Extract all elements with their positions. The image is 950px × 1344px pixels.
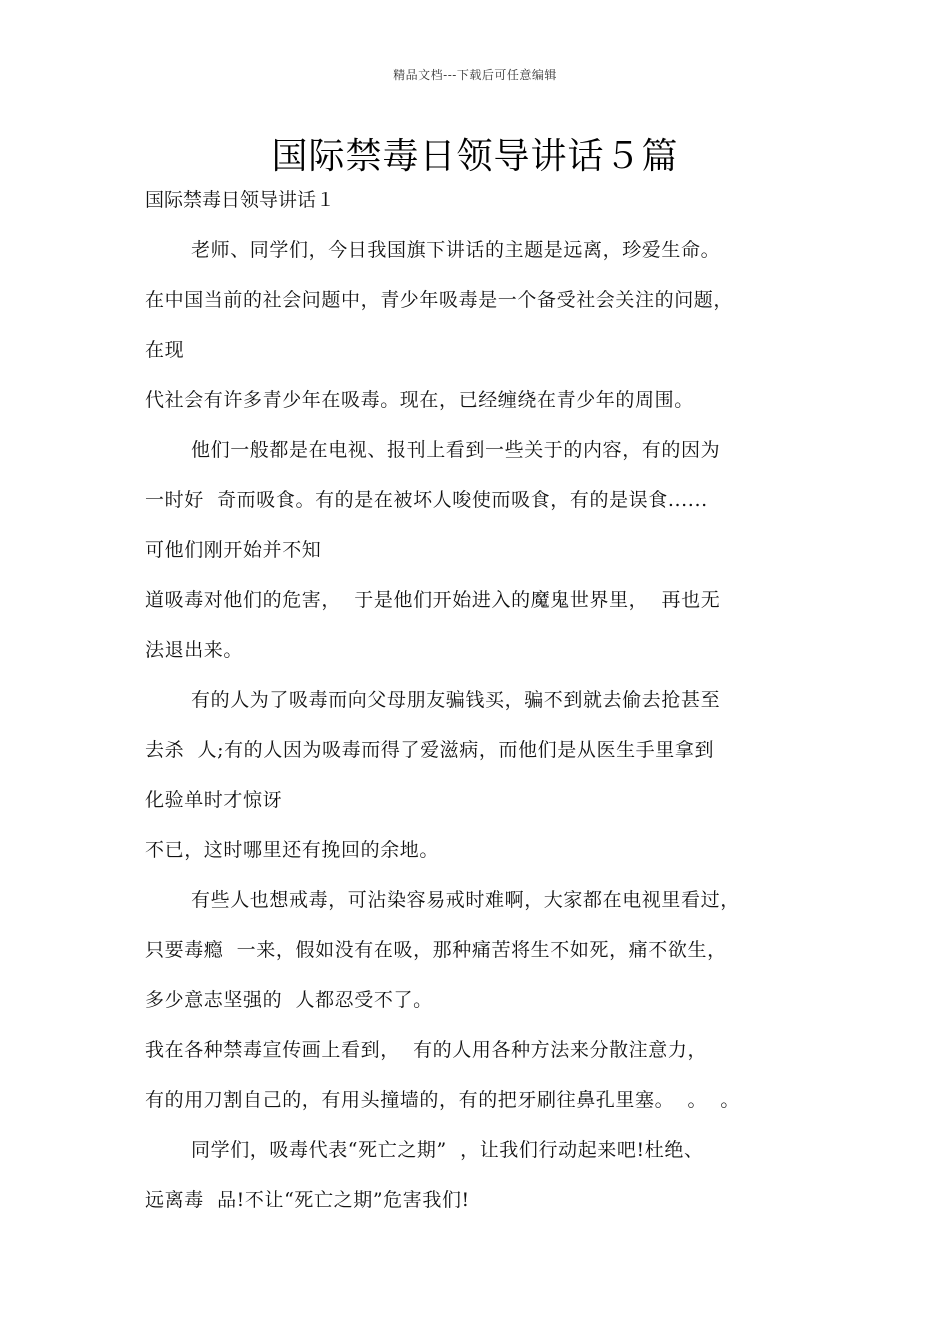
- body-line: 有的用刀割自己的，有用头撞墙的，有的把牙刷往鼻孔里塞。 。 。: [145, 1089, 740, 1111]
- section-subtitle: 国际禁毒日领导讲话１: [145, 189, 336, 211]
- body-line: 有的人为了吸毒而向父母朋友骗钱买，骗不到就去偷去抢甚至: [191, 689, 721, 711]
- body-line: 老师、同学们，今日我国旗下讲话的主题是远离，珍爱生命。: [191, 239, 721, 261]
- body-line: 代社会有许多青少年在吸毒。现在，已经缠绕在青少年的周围。: [145, 389, 694, 411]
- body-line: 同学们，吸毒代表“死亡之期” ，让我们行动起来吧!杜绝、: [191, 1139, 704, 1161]
- body-line: 有些人也想戒毒，可沾染容易戒时难啊，大家都在电视里看过，: [191, 889, 740, 911]
- header-note: 精品文档---下载后可任意编辑: [393, 68, 557, 82]
- document-title: 国际禁毒日领导讲话５篇: [271, 136, 679, 177]
- body-line: 一时好 奇而吸食。有的是在被坏人唆使而吸食，有的是误食......: [145, 489, 708, 511]
- body-line: 只要毒瘾 一来，假如没有在吸，那种痛苦将生不如死，痛不欲生，: [145, 939, 727, 961]
- body-line: 可他们刚开始并不知: [145, 539, 322, 561]
- body-line: 在中国当前的社会问题中，青少年吸毒是一个备受社会关注的问题，: [145, 289, 734, 311]
- body-line: 道吸毒对他们的危害， 于是他们开始进入的魔鬼世界里， 再也无: [145, 589, 721, 611]
- body-line: 不已，这时哪里还有挽回的余地。: [145, 839, 440, 861]
- body-line: 多少意志坚强的 人都忍受不了。: [145, 989, 433, 1011]
- body-line: 化验单时才惊讶: [145, 789, 283, 811]
- body-line: 他们一般都是在电视、报刊上看到一些关于的内容，有的因为: [191, 439, 721, 461]
- body-line: 远离毒 品!不让“死亡之期”危害我们!: [145, 1189, 470, 1211]
- body-line: 法退出来。: [145, 639, 244, 661]
- body-line: 我在各种禁毒宣传画上看到， 有的人用各种方法来分散注意力，: [145, 1039, 708, 1061]
- body-line: 去杀 人;有的人因为吸毒而得了爱滋病，而他们是从医生手里拿到: [145, 739, 715, 761]
- body-line: 在现: [145, 339, 185, 361]
